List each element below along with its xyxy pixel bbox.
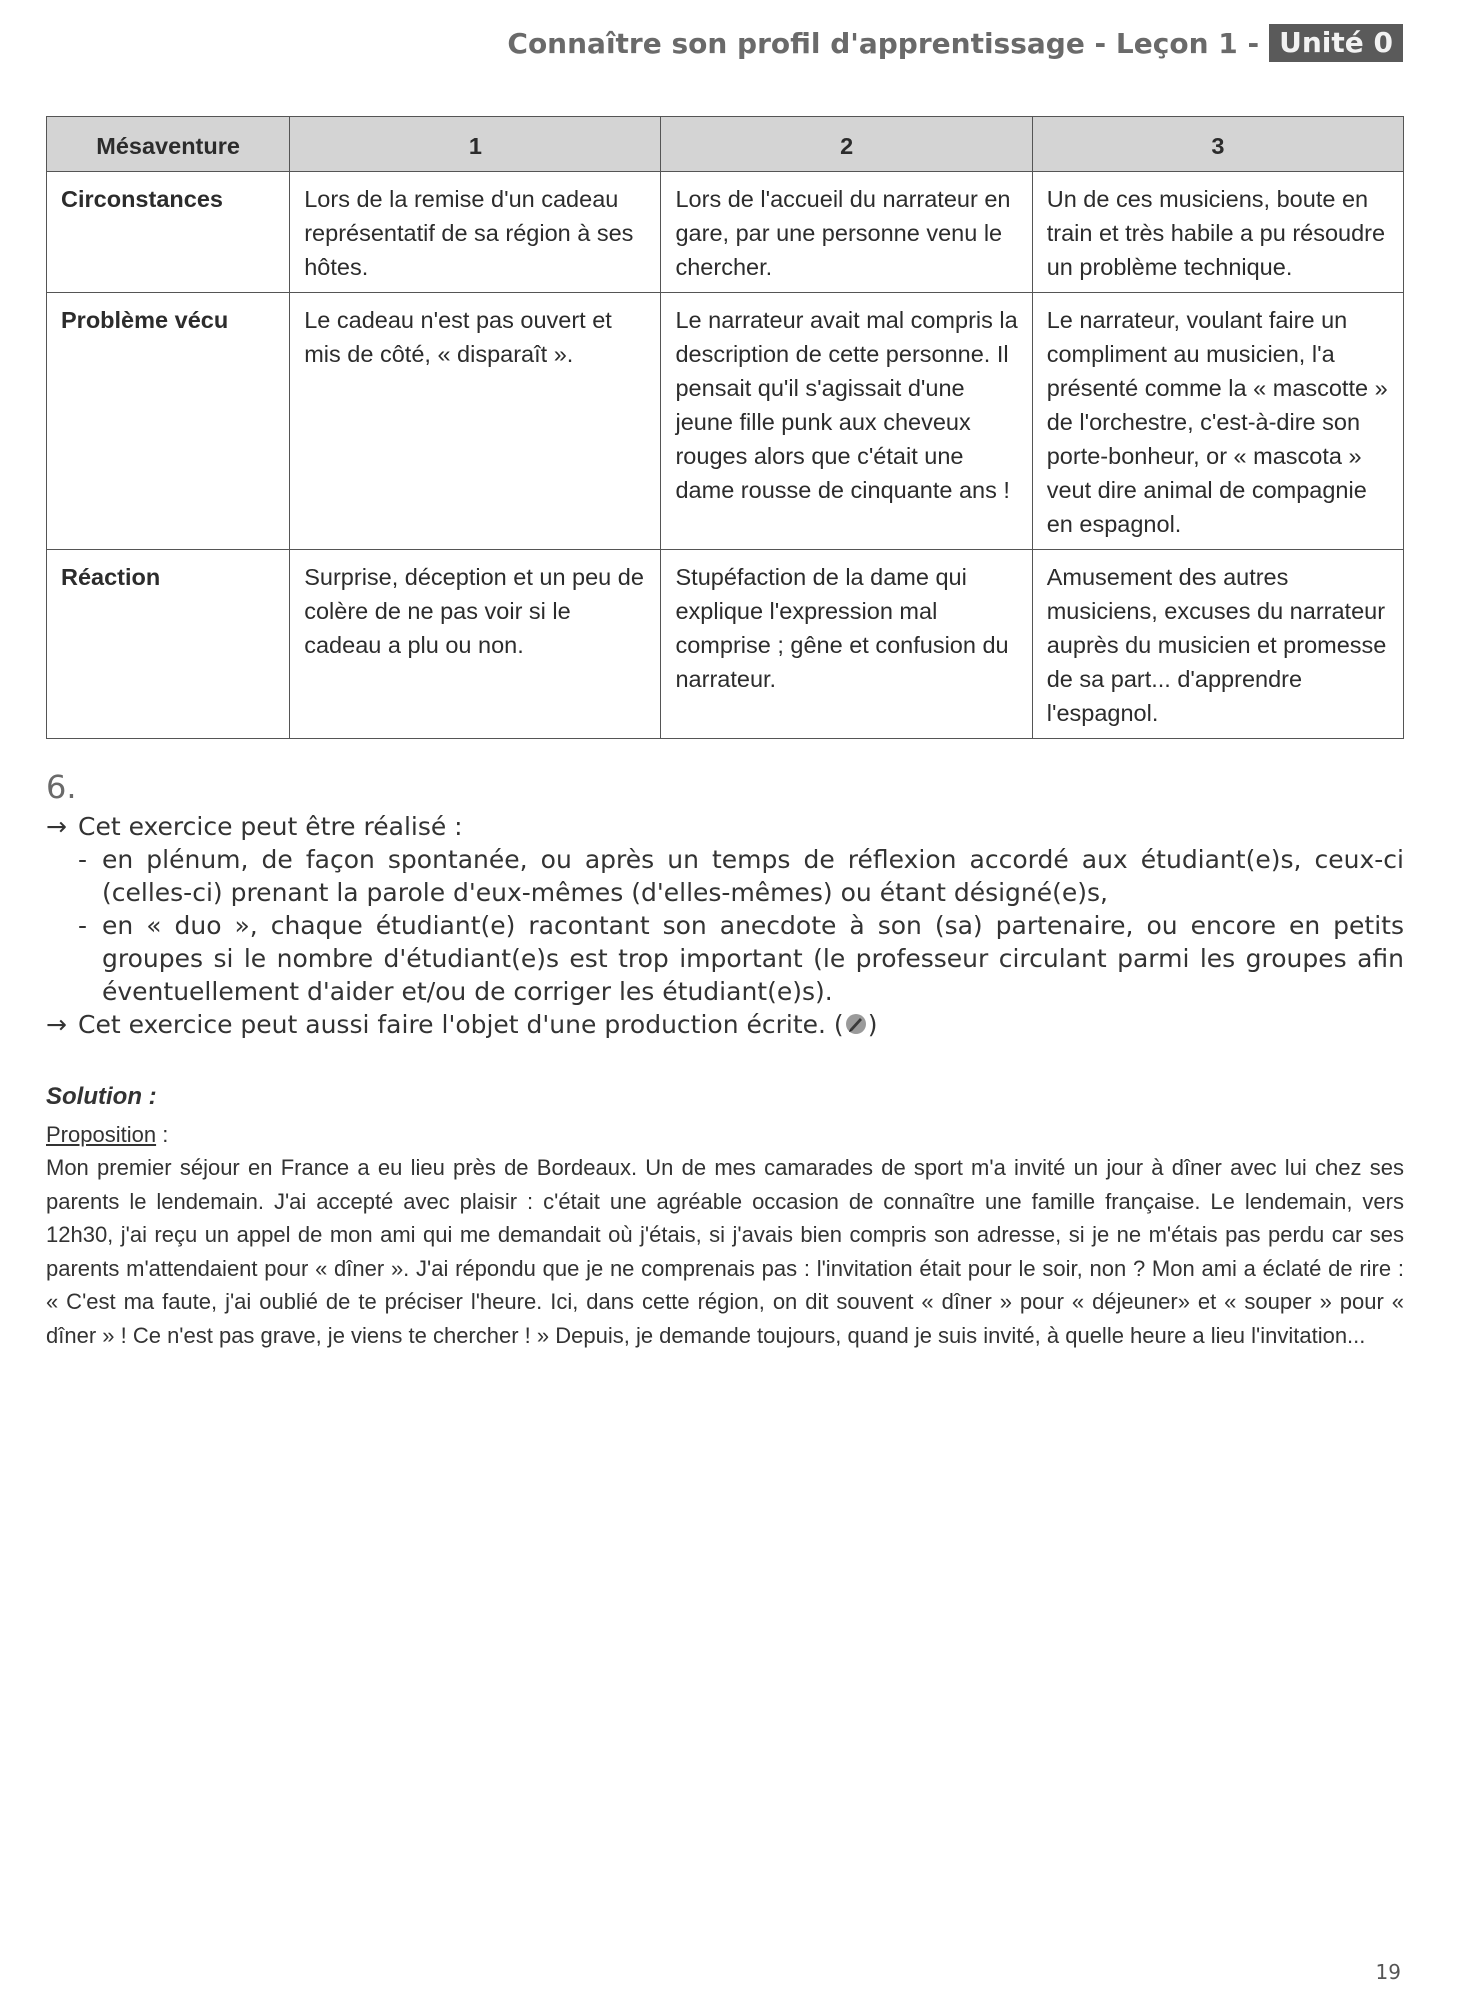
exercise-note-close: ) bbox=[867, 1010, 878, 1039]
column-header: 3 bbox=[1032, 117, 1403, 172]
table-cell: Le cadeau n'est pas ouvert et mis de côté, « disparaît ». bbox=[290, 293, 661, 550]
table-header-row bbox=[47, 117, 1404, 172]
table-row bbox=[47, 172, 1404, 293]
exercise-note-text: Cet exercice peut aussi faire l'objet d'une production écrite. ( bbox=[78, 1010, 844, 1039]
table-cell: Le narrateur avait mal compris la description de cette personne. Il pensait qu'il s'agissait d'une jeune fille punk aux cheveux rouges alors que c'était une dame rousse de cinquante ans ! bbox=[661, 293, 1032, 550]
solution-section bbox=[46, 1080, 1404, 1352]
list-item bbox=[46, 909, 1404, 1008]
row-label-reaction: Réaction bbox=[47, 550, 290, 739]
exercise-intro bbox=[46, 810, 1404, 843]
table-cell: Le narrateur, voulant faire un compliment au musicien, l'a présenté comme la « mascotte » de l'orchestre, c'est-à-dire son porte-bonheur, or « mascota » veut dire animal de compagnie en espagnol. bbox=[1032, 293, 1403, 550]
unit-badge: Unité 0 bbox=[1269, 24, 1403, 62]
page-number: 19 bbox=[1375, 1960, 1401, 1984]
table-cell: Amusement des autres musiciens, excuses du narrateur auprès du musicien et promesse de sa part... d'apprendre l'espagnol. bbox=[1032, 550, 1403, 739]
column-header: 2 bbox=[661, 117, 1032, 172]
arrow-right-icon: → bbox=[46, 1010, 67, 1039]
pen-icon bbox=[844, 1011, 868, 1035]
list-item bbox=[46, 843, 1404, 909]
row-label-probleme: Problème vécu bbox=[47, 293, 290, 550]
proposition-label: Proposition bbox=[46, 1121, 157, 1147]
solution-label: Solution : bbox=[46, 1083, 157, 1110]
table-cell: Surprise, déception et un peu de colère de ne pas voir si le cadeau a plu ou non. bbox=[290, 550, 661, 739]
table-cell: Lors de l'accueil du narrateur en gare, par une personne venu le chercher. bbox=[661, 172, 1032, 293]
header-title: Connaître son profil d'apprentissage - Leçon 1 - bbox=[507, 26, 1260, 60]
proposition-heading bbox=[46, 1118, 1404, 1152]
page-header bbox=[507, 24, 1403, 62]
column-header: 1 bbox=[290, 117, 661, 172]
exercise-note bbox=[46, 1008, 1404, 1041]
column-header: Mésaventure bbox=[47, 117, 290, 172]
table-row bbox=[47, 293, 1404, 550]
table-cell: Lors de la remise d'un cadeau représentatif de sa région à ses hôtes. bbox=[290, 172, 661, 293]
exercise-instructions bbox=[46, 810, 1404, 1041]
list-item-text: en plénum, de façon spontanée, ou après un temps de réflexion accordé aux étudiant(e)s, ceux-ci (celles-ci) prenant la parole d'eux-mêmes (d'elles-mêmes) ou étant désigné(e)s, bbox=[102, 845, 1404, 907]
exercise-number: 6. bbox=[46, 768, 77, 806]
solution-text: Mon premier séjour en France a eu lieu près de Bordeaux. Un de mes camarades de sport m'a invité un jour à dîner avec lui chez ses parents le lendemain. J'ai accepté avec plaisir : c'était une agréable occasion de connaître une famille française. Le lendemain, vers 12h30, j'ai reçu un appel de mon ami qui me demandait où j'étais, si j'avais bien compris son adresse, si je ne m'étais pas perdu car ses parents m'attendaient pour « dîner ». J'ai répondu que je ne comprenais pas : l'invitation était pour le soir, non ? Mon ami a éclaté de rire : « C'est ma faute, j'ai oublié de te préciser l'heure. Ici, dans cette région, on dit souvent « dîner » pour « déjeuner» et « souper » pour « dîner » ! Ce n'est pas grave, je viens te chercher ! » Depuis, je demande toujours, quand je suis invité, à quelle heure a lieu l'invitation... bbox=[46, 1155, 1404, 1348]
exercise-intro-text: Cet exercice peut être réalisé : bbox=[78, 812, 463, 841]
dash-marker: - bbox=[78, 845, 88, 874]
table-cell: Un de ces musiciens, boute en train et très habile a pu résoudre un problème technique. bbox=[1032, 172, 1403, 293]
list-item-text: en « duo », chaque étudiant(e) racontant son anecdote à son (sa) partenaire, ou encore en petits groupes si le nombre d'étudiant(e)s est trop important (le professeur circulant parmi les groupes afin éventuellement d'aider et/ou de corriger les étudiant(e)s). bbox=[102, 911, 1404, 1006]
proposition-suffix: : bbox=[156, 1121, 169, 1147]
arrow-right-icon: → bbox=[46, 812, 67, 841]
misadventure-table bbox=[46, 116, 1404, 739]
row-label-circonstances: Circonstances bbox=[47, 172, 290, 293]
dash-marker: - bbox=[78, 911, 88, 940]
table-row bbox=[47, 550, 1404, 739]
table-cell: Stupéfaction de la dame qui explique l'expression mal comprise ; gêne et confusion du narrateur. bbox=[661, 550, 1032, 739]
